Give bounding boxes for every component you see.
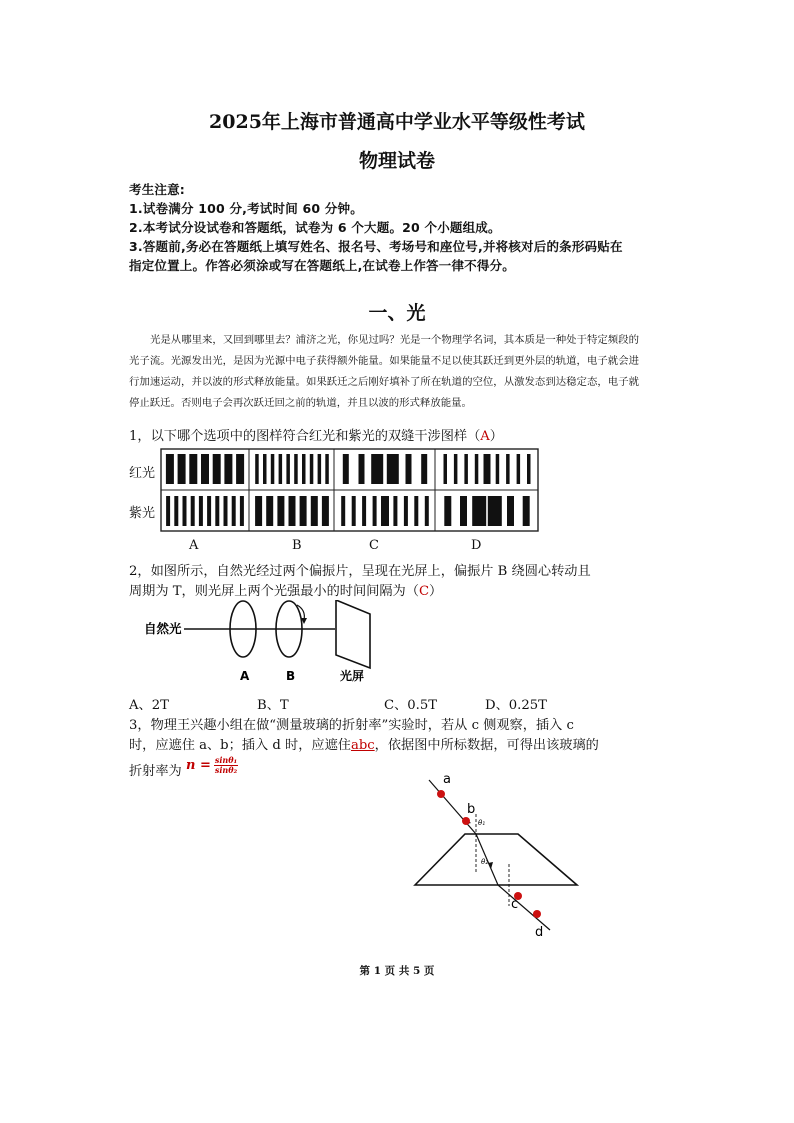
q1-answer: A — [480, 429, 490, 444]
fringe-stripe — [300, 496, 307, 526]
q3-line-3: 折射率为 — [129, 764, 182, 779]
polarizer-a-label: A — [240, 669, 250, 683]
glass-trapezoid — [415, 834, 577, 885]
question-3-line-2 — [129, 734, 599, 753]
q3-formula — [186, 756, 238, 775]
q1-option-a: A — [189, 538, 199, 553]
angle-2-label: θ₂ — [481, 858, 489, 866]
fringe-stripe — [343, 454, 349, 484]
natural-light-label: 自然光 — [144, 621, 182, 636]
fringe-stripe — [302, 454, 306, 484]
fringe-stripe — [199, 496, 203, 526]
fringe-stripe — [507, 496, 514, 526]
notice-line-3b: 指定位置上。作答必须涂或写在答题纸上,在试卷上作答一律不得分。 — [129, 258, 515, 273]
fringe-stripe — [362, 496, 366, 526]
q3-answer: abc — [350, 738, 375, 753]
fringe-stripe — [373, 496, 377, 526]
fringe-stripe — [271, 454, 275, 484]
q3-glass-diagram — [405, 768, 590, 943]
fringe-stripe — [289, 496, 296, 526]
fringe-stripe — [381, 496, 389, 526]
fringe-stripe — [240, 496, 244, 526]
fringe-stripe — [215, 496, 219, 526]
paper-title: 2025年上海市普通高中学业水平等级性考试 — [209, 111, 585, 133]
fringe-stripe — [232, 496, 236, 526]
question-2-line-2 — [129, 580, 442, 599]
q1-fringe-table — [160, 448, 540, 533]
fringe-stripe — [294, 454, 298, 484]
section-title: 一、光 — [368, 302, 426, 324]
q2-choice-c: C、0.5T — [384, 698, 438, 713]
pin-c-label: c — [511, 897, 519, 912]
fringe-stripe — [189, 454, 197, 484]
screen-label: 光屏 — [340, 669, 365, 683]
question-2-line-1: 2，如图所示，自然光经过两个偏振片，呈现在光屏上，偏振片 B 绕圆心转动且 — [129, 564, 591, 579]
pin-d-label: d — [535, 925, 544, 940]
page-footer: 第 1 页 共 5 页 — [359, 965, 435, 977]
fringe-stripe — [322, 496, 329, 526]
fringe-stripe — [421, 454, 427, 484]
fringe-stripe — [341, 496, 345, 526]
fringe-stripe — [201, 454, 209, 484]
pin-b — [462, 817, 470, 825]
fringe-stripe — [444, 496, 451, 526]
q3-line-2a: 时，应遮住 a、b；插入 d 时，应遮住 — [129, 738, 351, 753]
q1-option-d: D — [471, 538, 482, 553]
fringe-stripe — [454, 454, 458, 484]
paper-subtitle: 物理试卷 — [358, 150, 435, 172]
light-screen — [336, 600, 370, 668]
fringe-stripe — [191, 496, 195, 526]
pin-d — [533, 910, 541, 918]
question-1-text — [129, 425, 503, 444]
q1-option-b: B — [292, 538, 302, 553]
q2-line-2-text: 周期为 T，则光屏上两个光强最小的时间间隔为（ — [129, 584, 419, 599]
fringe-stripe — [404, 496, 408, 526]
fringe-stripe — [371, 454, 383, 484]
question-3-line-3 — [129, 760, 182, 779]
question-3-line-1: 3，物理王兴趣小组在做“测量玻璃的折射率”实验时，若从 c 侧观察，插入 c — [129, 718, 574, 733]
fringe-stripe — [359, 454, 365, 484]
formula-n: n = — [186, 758, 211, 773]
fringe-stripe — [460, 496, 467, 526]
fringe-stripe — [318, 454, 322, 484]
fringe-stripe — [263, 454, 267, 484]
formula-denominator: sinθ₂ — [214, 765, 238, 775]
fringe-stripe — [527, 454, 531, 484]
fringe-stripe — [475, 454, 479, 484]
q2-polarizer-diagram — [140, 600, 390, 690]
question-1-stem: 1，以下哪个选项中的图样符合红光和紫光的双缝干涉图样 — [129, 429, 468, 444]
notice-line-2: 2.本考试分设试卷和答题纸，试卷为 6 个大题。20 个小题组成。 — [129, 220, 501, 235]
fringe-stripe — [414, 496, 418, 526]
q2-close-paren: ） — [429, 584, 443, 599]
angle-1-label: θ₁ — [478, 819, 486, 827]
fringe-stripe — [425, 496, 429, 526]
q2-answer: C — [418, 584, 430, 599]
fringe-stripe — [387, 454, 399, 484]
formula-numerator: sinθ₁ — [214, 755, 238, 765]
formula-fraction — [214, 756, 238, 775]
q1-row-label-violet: 紫光 — [129, 506, 156, 521]
fringe-stripe — [286, 454, 290, 484]
notice-line-1: 1.试卷满分 100 分,考试时间 60 分钟。 — [129, 201, 363, 216]
fringe-stripe — [352, 496, 356, 526]
fringe-stripe — [325, 454, 329, 484]
fringe-stripe — [406, 454, 412, 484]
fringe-stripe — [496, 454, 500, 484]
fringe-stripe — [266, 496, 273, 526]
fringe-stripe — [444, 454, 448, 484]
fringe-stripe — [207, 496, 211, 526]
fringe-stripe — [183, 496, 187, 526]
fringe-stripe — [472, 496, 486, 526]
fringe-stripe — [488, 496, 502, 526]
fringe-stripe — [224, 496, 228, 526]
pin-a-label: a — [443, 772, 451, 787]
fringe-stripe — [255, 454, 259, 484]
q1-close-paren: ） — [489, 429, 503, 444]
fringe-stripe — [506, 454, 510, 484]
q2-choice-d: D、0.25T — [485, 698, 547, 713]
notice-heading: 考生注意: — [129, 182, 185, 197]
pin-b-label: b — [467, 802, 476, 817]
intro-paragraph: 光是从哪里来，又回到哪里去？浦济之光，你见过吗？光是一个物理学名词，其本质是一种处于特定频段的光子流。光源发出光，是因为光源中电子获得额外能量。如果能量不足以使其跃迁到更外层的轨道，电子就会进行加速运动，并以波的形式释放能量。如果跃迁之后刚好填补了所在轨道的空位，从激发态到达稳定态，电子就停止跃迁。否则电子会再次跃迁回之前的轨道，并且以波的形式释放能量。 — [129, 334, 639, 409]
q2-choice-b: B、T — [257, 698, 289, 713]
q3-line-2b: ，依据图中所标数据，可得出该玻璃的 — [374, 738, 599, 753]
q1-row-label-red: 红光 — [129, 466, 156, 481]
fringe-stripe — [484, 454, 491, 484]
emergent-ray — [498, 885, 550, 930]
fringe-stripe — [279, 454, 283, 484]
fringe-stripe — [523, 496, 530, 526]
fringe-stripe — [178, 454, 186, 484]
refracted-arrow-icon — [488, 862, 493, 869]
fringe-stripe — [311, 496, 318, 526]
fringe-stripe — [310, 454, 314, 484]
q1-open-paren: （ — [467, 429, 481, 444]
q1-option-c: C — [369, 538, 379, 553]
fringe-stripe — [236, 454, 244, 484]
fringe-stripe — [166, 496, 170, 526]
fringe-stripe — [517, 454, 521, 484]
pin-a — [437, 790, 445, 798]
fringe-stripe — [166, 454, 174, 484]
fringe-stripe — [464, 454, 468, 484]
fringe-stripe — [224, 454, 232, 484]
fringe-stripe — [174, 496, 178, 526]
fringe-stripe — [255, 496, 262, 526]
fringe-stripe — [277, 496, 284, 526]
polarizer-b-label: B — [286, 669, 296, 683]
q2-choice-a: A、2T — [129, 698, 169, 713]
fringe-stripe — [393, 496, 397, 526]
fringe-stripe — [213, 454, 221, 484]
notice-line-3a: 3.答题前,务必在答题纸上填写姓名、报名号、考场号和座位号,并将核对后的条形码贴在 — [129, 239, 623, 254]
